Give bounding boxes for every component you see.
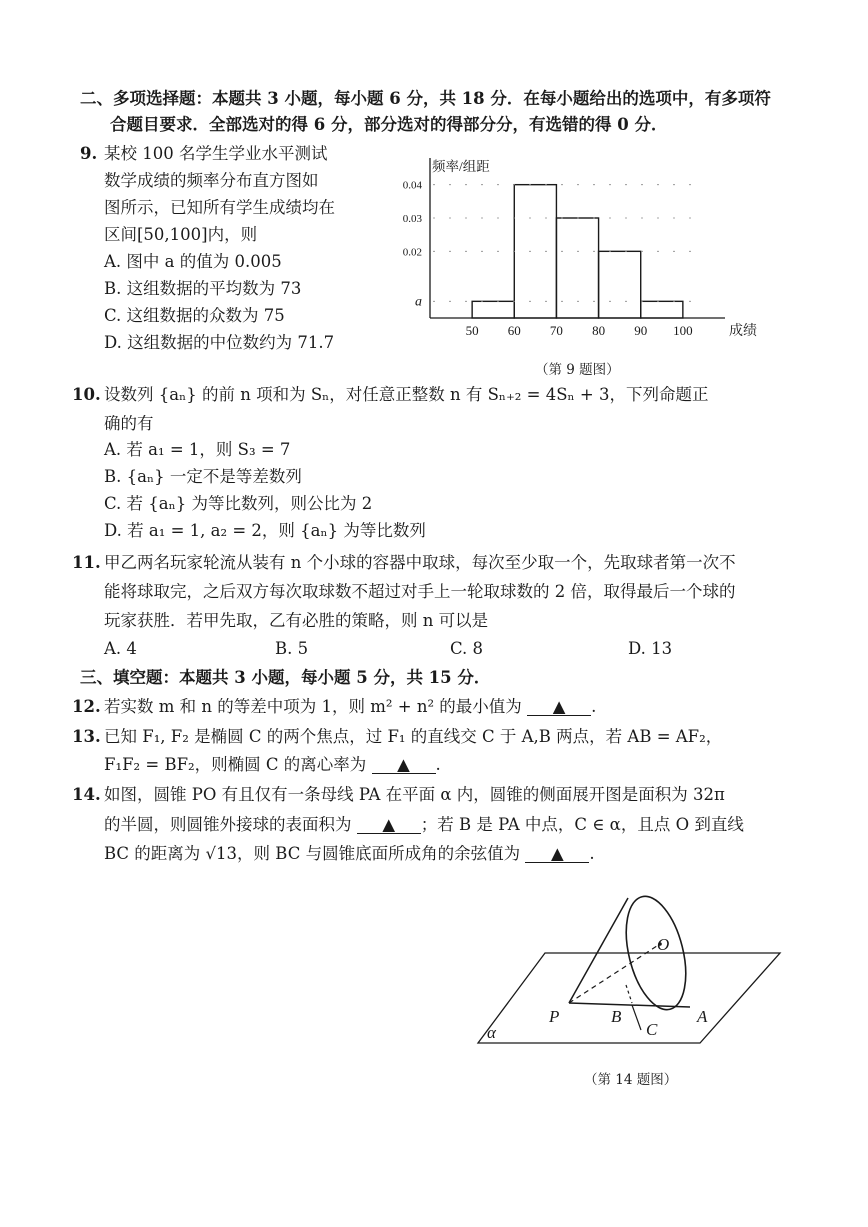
q13-period: .: [435, 755, 441, 774]
q9-caption: （第 9 题图）: [535, 362, 620, 378]
x-tick-label: 60: [507, 323, 521, 338]
x-axis-label: 成绩: [729, 324, 757, 339]
q9-stem-line-3: 图所示，已知所有学生成绩均在: [104, 198, 335, 217]
y-tick-label: 0.03: [402, 213, 422, 225]
q10-option-4: D. 若 a₁ = 1, a₂ = 2，则 {aₙ} 为等比数列: [104, 521, 426, 540]
section-2-title-line1: 二、多项选择题：本题共 3 小题，每小题 6 分，共 18 分．在每小题给出的选项中，有多项符: [80, 89, 771, 108]
q10-option-3: C. 若 {aₙ} 为等比数列，则公比为 2: [104, 494, 373, 513]
y-tick-label: 0.02: [402, 246, 422, 259]
q14-answer-blank-1: ▲: [357, 817, 421, 834]
q11-option-a: A. 4: [104, 639, 137, 658]
q14-line3-start: BC 的距离为 √13，则 BC 与圆锥底面所成角的余弦值为: [104, 844, 521, 863]
q14-line1: 如图，圆锥 PO 有且仅有一条母线 PA 在平面 α 内，圆锥的侧面展开图是面积为 32π: [104, 785, 725, 804]
x-tick-label: 100: [673, 323, 693, 338]
q9-option-2: B. 这组数据的平均数为 73: [104, 279, 302, 298]
q11-stem-line-3: 玩家获胜．若甲先取，乙有必胜的策略，则 n 可以是: [104, 611, 489, 630]
q12-stem: 若实数 m 和 n 的等差中项为 1，则 m² + n² 的最小值为: [104, 697, 522, 716]
y-axis-label: 频率/组距: [432, 159, 490, 174]
q14-answer-blank-2: ▲: [525, 846, 589, 863]
label-alpha: α: [487, 1023, 496, 1042]
q14-line2-end: ；若 B 是 PA 中点，C ∈ α，且点 O 到直线: [420, 815, 744, 834]
q10-option-2: B. {aₙ} 一定不是等差数列: [104, 467, 302, 486]
q12-answer-blank: ▲: [527, 699, 591, 716]
label-c: C: [646, 1020, 658, 1039]
q13-number: 13.: [72, 727, 101, 746]
q9-option-1: A. 图中 a 的值为 0.005: [104, 252, 282, 271]
q13-stem: F₁F₂ = BF₂，则椭圆 C 的离心率为: [104, 755, 367, 774]
q14-period: .: [589, 844, 595, 863]
q11-option-d: D. 13: [628, 639, 673, 658]
section-3-title: 三、填空题：本题共 3 小题，每小题 5 分，共 15 分．: [80, 668, 491, 687]
segment-bc-hidden: [626, 985, 632, 1003]
q11-option-c: C. 8: [450, 639, 484, 658]
q10-number: 10.: [72, 385, 101, 404]
q13-line1: 已知 F₁, F₂ 是椭圆 C 的两个焦点，过 F₁ 的直线交 C 于 A,B 两点，若 AB = AF₂，: [104, 727, 723, 746]
q12-period: .: [591, 697, 597, 716]
q12-number: 12.: [72, 697, 101, 716]
x-tick-label: 80: [592, 323, 606, 338]
q10-stem-line1: 设数列 {aₙ} 的前 n 项和为 Sₙ，对任意正整数 n 有 Sₙ₊₂ = 4Sₙ + 3，下列命题正: [104, 385, 709, 404]
q9-option-3: C. 这组数据的众数为 75: [104, 306, 285, 325]
label-b: B: [611, 1007, 622, 1026]
segment-bc: [632, 1005, 641, 1030]
generatrix-upper: [569, 898, 628, 1003]
q11-stem-line-2: 能将球取完，之后双方每次取球数不超过对手上一轮取球数的 2 倍，取得最后一个球的: [104, 582, 736, 601]
x-tick-label: 50: [465, 323, 479, 338]
label-a: A: [697, 1007, 708, 1026]
label-p: P: [549, 1007, 560, 1026]
q14-caption: （第 14 题图）: [584, 1072, 678, 1088]
q9-stem-line-4: 区间[50,100]内，则: [104, 225, 258, 244]
q11-number: 11.: [72, 553, 101, 572]
plane-alpha: [478, 953, 780, 1043]
q14-line2-start: 的半圆，则圆锥外接球的表面积为: [104, 815, 352, 834]
q14-number: 14.: [72, 785, 101, 804]
label-o: O: [657, 935, 670, 954]
q13-answer-blank: ▲: [372, 757, 436, 774]
generatrix-pa: [569, 1003, 690, 1007]
y-tick-label: 0.04: [402, 179, 422, 192]
section-2-title-line2: 合题目要求．全部选对的得 6 分，部分选对的得部分分，有选错的得 0 分．: [110, 115, 668, 134]
q10-stem-line2: 确的有: [104, 414, 154, 433]
q10-option-1: A. 若 a₁ = 1，则 S₃ = 7: [104, 440, 291, 459]
q9-stem-line-2: 数学成绩的频率分布直方图如: [104, 171, 319, 190]
q9-stem-line-1: 某校 100 名学生学业水平测试: [104, 144, 328, 163]
x-tick-label: 70: [549, 323, 563, 338]
y-tick-label: a: [415, 294, 422, 310]
q11-stem-line-1: 甲乙两名玩家轮流从装有 n 个小球的容器中取球，每次至少取一个，先取球者第一次不: [104, 553, 736, 572]
q9-number: 9.: [80, 144, 98, 163]
q9-option-4: D. 这组数据的中位数约为 71.7: [104, 333, 335, 352]
x-tick-label: 90: [634, 323, 648, 338]
q11-option-b: B. 5: [275, 639, 309, 658]
